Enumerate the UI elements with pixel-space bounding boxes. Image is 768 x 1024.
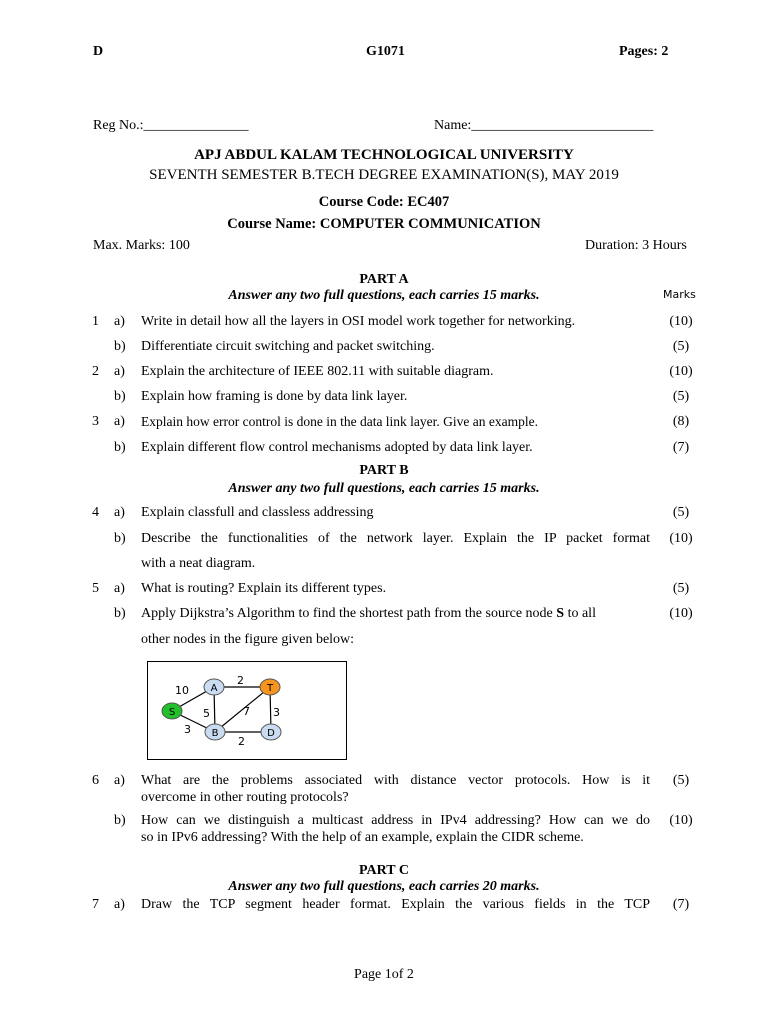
weight-b-d: 2: [238, 735, 245, 748]
question-marks: (10): [669, 531, 693, 546]
question-text: Draw the TCP segment header format. Explain the various fields in the TCP: [141, 897, 650, 912]
question-marks: (5): [672, 389, 690, 404]
sub-label: b): [114, 531, 126, 546]
node-s-label: S: [168, 707, 176, 718]
page-footer: Page 1of 2: [354, 967, 414, 982]
question-marks: (5): [672, 773, 690, 788]
weight-a-t: 2: [237, 674, 244, 687]
sub-label: b): [114, 813, 126, 828]
question-marks: (10): [669, 364, 693, 379]
question-text-line-2: so in IPv6 addressing? With the help of an example, explain the CIDR scheme.: [141, 830, 584, 845]
sub-label: a): [114, 773, 125, 788]
header-paper-code: G1071: [366, 44, 405, 59]
question-number: 4: [92, 505, 99, 520]
duration: Duration: 3 Hours: [585, 238, 687, 253]
network-graph-figure: [147, 661, 347, 760]
question-number: 5: [92, 581, 99, 596]
question-marks: (8): [672, 414, 690, 429]
marks-column-header: Marks: [663, 288, 696, 301]
sub-label: b): [114, 606, 126, 621]
question-text: Differentiate circuit switching and packet switching.: [141, 339, 435, 354]
question-text-suffix: to all: [567, 606, 596, 621]
max-marks: Max. Marks: 100: [93, 238, 190, 253]
question-number: 2: [92, 364, 99, 379]
question-text-line-1: Describe the functionalities of the network layer. Explain the IP packet format: [141, 531, 650, 546]
question-number: 3: [92, 414, 99, 429]
question-text-line-2: with a neat diagram.: [141, 556, 256, 571]
name-field: Name:__________________________: [434, 118, 654, 133]
question-marks: (5): [672, 581, 690, 596]
part-b-title: PART B: [359, 463, 409, 478]
question-number: 7: [92, 897, 99, 912]
part-a-instruction: Answer any two full questions, each carries 15 marks.: [228, 288, 540, 303]
sub-label: a): [114, 414, 125, 429]
question-text-prefix: Apply Dijkstra’s Algorithm to find the shortest path from the source node: [141, 606, 553, 621]
node-d-label: D: [267, 728, 275, 739]
question-text-line-2: overcome in other routing protocols?: [141, 790, 349, 805]
question-text-line-1: What are the problems associated with distance vector protocols. How is it: [141, 773, 650, 788]
part-c-instruction: Answer any two full questions, each carries 20 marks.: [228, 879, 540, 894]
network-graph: [147, 661, 347, 760]
question-marks: (7): [672, 440, 690, 455]
question-number: 6: [92, 773, 99, 788]
question-marks: (7): [672, 897, 690, 912]
question-text-line-2: other nodes in the figure given below:: [141, 632, 355, 647]
exam-title: SEVENTH SEMESTER B.TECH DEGREE EXAMINATION(S), MAY 2019: [149, 167, 619, 183]
question-marks: (5): [672, 339, 690, 354]
source-node-label: S: [556, 606, 565, 621]
question-text: Explain how framing is done by data link layer.: [141, 389, 408, 404]
sub-label: a): [114, 581, 125, 596]
node-b-label: B: [211, 728, 219, 739]
weight-b-t: 7: [243, 705, 250, 718]
sub-label: b): [114, 339, 126, 354]
sub-label: a): [114, 314, 125, 329]
university-title: APJ ABDUL KALAM TECHNOLOGICAL UNIVERSITY: [194, 147, 574, 163]
question-text: Explain different flow control mechanisms adopted by data link layer.: [141, 440, 533, 455]
sub-label: a): [114, 364, 125, 379]
question-text-line-1: [141, 606, 650, 622]
header-series-code: D: [93, 44, 104, 59]
weight-s-a: 10: [175, 684, 189, 697]
sub-label: a): [114, 505, 125, 520]
sub-label: b): [114, 440, 126, 455]
course-code: Course Code: EC407: [318, 194, 450, 210]
weight-s-b: 3: [184, 723, 191, 736]
node-a-label: A: [210, 683, 218, 694]
question-marks: (10): [669, 606, 693, 621]
question-marks: (5): [672, 505, 690, 520]
header-pages: Pages: 2: [619, 44, 669, 59]
question-text: What is routing? Explain its different types.: [141, 581, 387, 596]
part-c-title: PART C: [359, 863, 409, 878]
question-text: Explain how error control is done in the data link layer. Give an example.: [141, 414, 539, 429]
weight-a-b: 5: [203, 707, 210, 720]
question-text: Explain the architecture of IEEE 802.11 with suitable diagram.: [141, 364, 494, 379]
question-marks: (10): [669, 813, 693, 828]
weight-t-d: 3: [273, 706, 280, 719]
part-a-title: PART A: [359, 272, 409, 287]
sub-label: b): [114, 389, 126, 404]
node-t-label: T: [266, 683, 274, 694]
question-text-line-1: How can we distinguish a multicast address in IPv4 addressing? How can we do: [141, 813, 650, 828]
question-text: Explain classfull and classless addressing: [141, 505, 374, 520]
question-marks: (10): [669, 314, 693, 329]
reg-no-field: Reg No.:_______________: [93, 118, 249, 133]
part-b-instruction: Answer any two full questions, each carries 15 marks.: [228, 481, 540, 496]
question-number: 1: [92, 314, 99, 329]
question-text: Write in detail how all the layers in OSI model work together for networking.: [141, 314, 576, 329]
course-name: Course Name: COMPUTER COMMUNICATION: [227, 216, 541, 232]
sub-label: a): [114, 897, 125, 912]
